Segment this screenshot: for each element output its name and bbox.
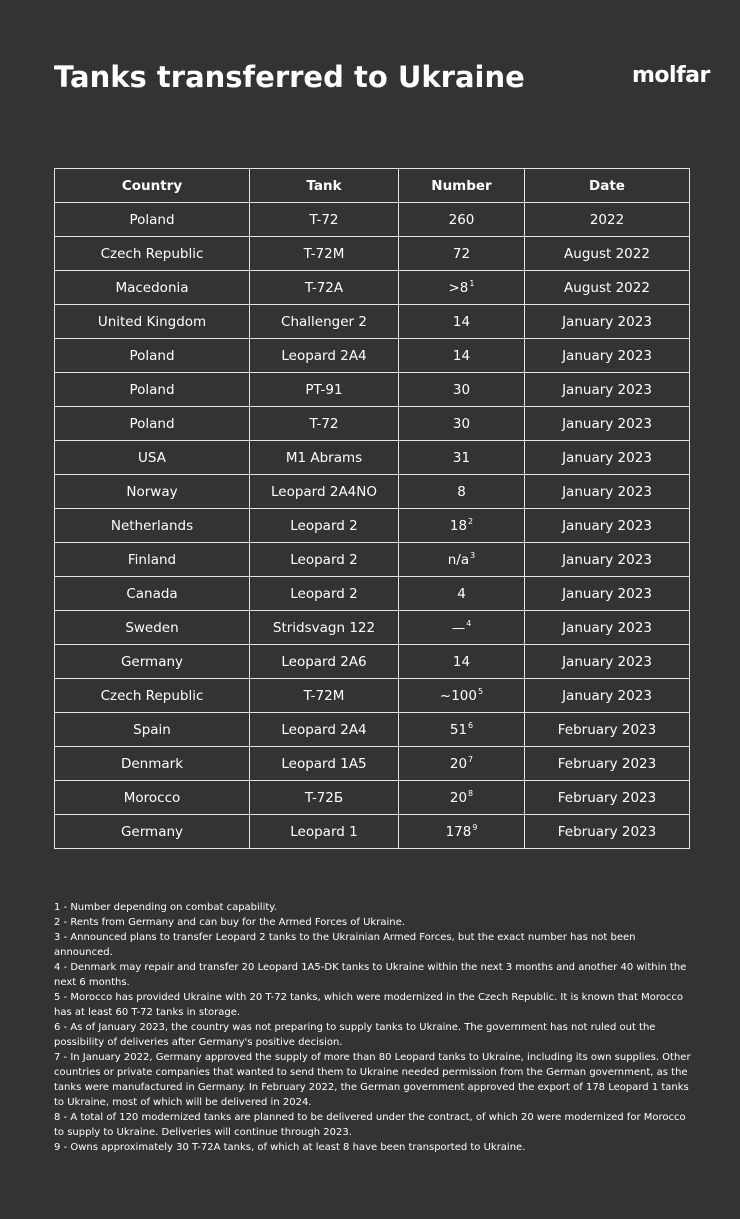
cell-date: 2022: [525, 203, 690, 237]
footnote-item: 3 - Announced plans to transfer Leopard 2 tanks to the Ukrainian Armed Forces, but the exact number has not been announced.: [54, 932, 636, 958]
cell-date: January 2023: [525, 611, 690, 645]
cell-tank: Leopard 2A6: [250, 645, 399, 679]
cell-tank: T-72M: [250, 237, 399, 271]
table-row: [55, 509, 690, 543]
cell-date: January 2023: [525, 679, 690, 713]
table-row: [55, 781, 690, 815]
number-value: 18: [449, 517, 468, 534]
table-row: [55, 713, 690, 747]
table-row: [55, 441, 690, 475]
footnote-marker: 4: [466, 618, 472, 628]
cell-country: USA: [55, 441, 250, 475]
footnote-marker: 1: [469, 278, 475, 288]
table-row: [55, 237, 690, 271]
table-row: [55, 407, 690, 441]
table-row: [55, 271, 690, 305]
cell-date: January 2023: [525, 441, 690, 475]
table-row: [55, 645, 690, 679]
cell-tank: Leopard 2A4NO: [250, 475, 399, 509]
cell-number: [399, 441, 525, 475]
table-row: [55, 611, 690, 645]
cell-number: [399, 237, 525, 271]
cell-number: [399, 373, 525, 407]
cell-tank: Stridsvagn 122: [250, 611, 399, 645]
cell-country: Poland: [55, 373, 250, 407]
cell-country: Denmark: [55, 747, 250, 781]
cell-date: January 2023: [525, 577, 690, 611]
cell-date: February 2023: [525, 713, 690, 747]
footnote-marker: 3: [470, 550, 476, 560]
cell-tank: T-72: [250, 203, 399, 237]
cell-number: [399, 645, 525, 679]
cell-tank: Leopard 2: [250, 543, 399, 577]
cell-country: Norway: [55, 475, 250, 509]
cell-country: Poland: [55, 203, 250, 237]
cell-country: Sweden: [55, 611, 250, 645]
cell-number: [399, 747, 525, 781]
cell-date: January 2023: [525, 475, 690, 509]
cell-number: [399, 577, 525, 611]
cell-date: January 2023: [525, 543, 690, 577]
cell-date: January 2023: [525, 645, 690, 679]
footnote-item: 8 - A total of 120 modernized tanks are planned to be delivered under the contract, of which 20 were modernized for Morocco to supply to Ukraine. Deliveries will continue through 2023.: [54, 1112, 686, 1138]
cell-country: Germany: [55, 815, 250, 849]
footnote-item: 7 - In January 2022, Germany approved the supply of more than 80 Leopard tanks to Ukraine, including its own supplies. Other countries or private companies that wanted to send them to Ukraine needed permission from the German government, as the tanks were manufactured in Germany. In February 2022, the German government approved the export of 178 Leopard 1 tanks to Ukraine, most of which will be delivered in 2024.: [54, 1052, 691, 1108]
table-row: [55, 305, 690, 339]
number-value: 20: [449, 755, 468, 772]
number-value: n/a: [447, 551, 470, 568]
table-header-row: [55, 169, 690, 203]
table-row: [55, 475, 690, 509]
cell-number: [399, 611, 525, 645]
number-value: 260: [448, 211, 475, 228]
footnote-marker: 9: [472, 822, 478, 832]
cell-tank: T-72Б: [250, 781, 399, 815]
cell-number: [399, 407, 525, 441]
footnote-marker: 8: [468, 788, 474, 798]
cell-tank: PT-91: [250, 373, 399, 407]
cell-tank: T-72M: [250, 679, 399, 713]
cell-country: Poland: [55, 407, 250, 441]
cell-tank: M1 Abrams: [250, 441, 399, 475]
cell-country: Netherlands: [55, 509, 250, 543]
number-value: ~100: [439, 687, 477, 704]
footnote-item: 2 - Rents from Germany and can buy for the Armed Forces of Ukraine.: [54, 917, 405, 928]
cell-tank: T-72: [250, 407, 399, 441]
number-value: 30: [452, 381, 471, 398]
number-value: 51: [449, 721, 468, 738]
cell-number: [399, 509, 525, 543]
cell-tank: Leopard 2A4: [250, 339, 399, 373]
tanks-table: [54, 168, 690, 849]
cell-country: Finland: [55, 543, 250, 577]
molfar-logo: molfar: [632, 63, 710, 88]
cell-country: Germany: [55, 645, 250, 679]
column-header-tank: Tank: [250, 169, 399, 203]
footnote-item: 4 - Denmark may repair and transfer 20 Leopard 1A5-DK tanks to Ukraine within the next 3 months and another 40 within the next 6 months.: [54, 962, 687, 988]
cell-tank: Leopard 2: [250, 509, 399, 543]
cell-date: January 2023: [525, 339, 690, 373]
table-row: [55, 373, 690, 407]
cell-country: Canada: [55, 577, 250, 611]
cell-country: Macedonia: [55, 271, 250, 305]
cell-number: [399, 815, 525, 849]
number-value: —: [451, 619, 466, 636]
cell-date: August 2022: [525, 271, 690, 305]
cell-number: [399, 339, 525, 373]
cell-tank: Leopard 2: [250, 577, 399, 611]
footnote-marker: 2: [468, 516, 474, 526]
cell-date: January 2023: [525, 509, 690, 543]
number-value: 31: [452, 449, 471, 466]
cell-number: [399, 781, 525, 815]
cell-tank: Leopard 1: [250, 815, 399, 849]
table-body: [55, 203, 690, 849]
cell-country: Czech Republic: [55, 237, 250, 271]
cell-date: January 2023: [525, 373, 690, 407]
cell-country: Poland: [55, 339, 250, 373]
table-row: [55, 679, 690, 713]
page-title: Tanks transferred to Ukraine: [54, 60, 525, 94]
number-value: 178: [445, 823, 472, 840]
cell-country: United Kingdom: [55, 305, 250, 339]
cell-number: [399, 475, 525, 509]
footnote-item: 9 - Owns approximately 30 T-72A tanks, of which at least 8 have been transported to Ukraine.: [54, 1142, 526, 1153]
footnote-marker: 6: [468, 720, 474, 730]
cell-date: August 2022: [525, 237, 690, 271]
number-value: 4: [457, 585, 466, 602]
cell-tank: Leopard 2A4: [250, 713, 399, 747]
footnotes: [54, 900, 694, 1155]
number-value: 20: [449, 789, 468, 806]
table-row: [55, 815, 690, 849]
column-header-number: Number: [399, 169, 525, 203]
cell-tank: Leopard 1A5: [250, 747, 399, 781]
number-value: 30: [452, 415, 471, 432]
table-row: [55, 339, 690, 373]
cell-number: [399, 305, 525, 339]
cell-date: February 2023: [525, 781, 690, 815]
number-value: 14: [452, 653, 471, 670]
cell-number: [399, 271, 525, 305]
cell-number: [399, 713, 525, 747]
number-value: 72: [452, 245, 471, 262]
cell-date: January 2023: [525, 407, 690, 441]
cell-number: [399, 543, 525, 577]
number-value: 8: [457, 483, 466, 500]
cell-country: Spain: [55, 713, 250, 747]
table-row: [55, 543, 690, 577]
footnote-marker: 5: [478, 686, 484, 696]
cell-date: February 2023: [525, 747, 690, 781]
column-header-country: Country: [55, 169, 250, 203]
number-value: 14: [452, 347, 471, 364]
table-row: [55, 577, 690, 611]
cell-tank: Challenger 2: [250, 305, 399, 339]
footnote-item: 1 - Number depending on combat capability.: [54, 902, 277, 913]
number-value: 14: [452, 313, 471, 330]
footnote-marker: 7: [468, 754, 474, 764]
cell-number: [399, 203, 525, 237]
footnote-item: 6 - As of January 2023, the country was not preparing to supply tanks to Ukraine. The government has not ruled out the possibility of deliveries after Germany's positive decision.: [54, 1022, 656, 1048]
table-row: [55, 747, 690, 781]
column-header-date: Date: [525, 169, 690, 203]
cell-country: Morocco: [55, 781, 250, 815]
cell-tank: T-72A: [250, 271, 399, 305]
number-value: >8: [448, 279, 469, 296]
table-row: [55, 203, 690, 237]
cell-date: February 2023: [525, 815, 690, 849]
footnote-item: 5 - Morocco has provided Ukraine with 20 T-72 tanks, which were modernized in the Czech Republic. It is known that Morocco has at least 60 T-72 tanks in storage.: [54, 992, 683, 1018]
cell-country: Czech Republic: [55, 679, 250, 713]
cell-number: [399, 679, 525, 713]
cell-date: January 2023: [525, 305, 690, 339]
